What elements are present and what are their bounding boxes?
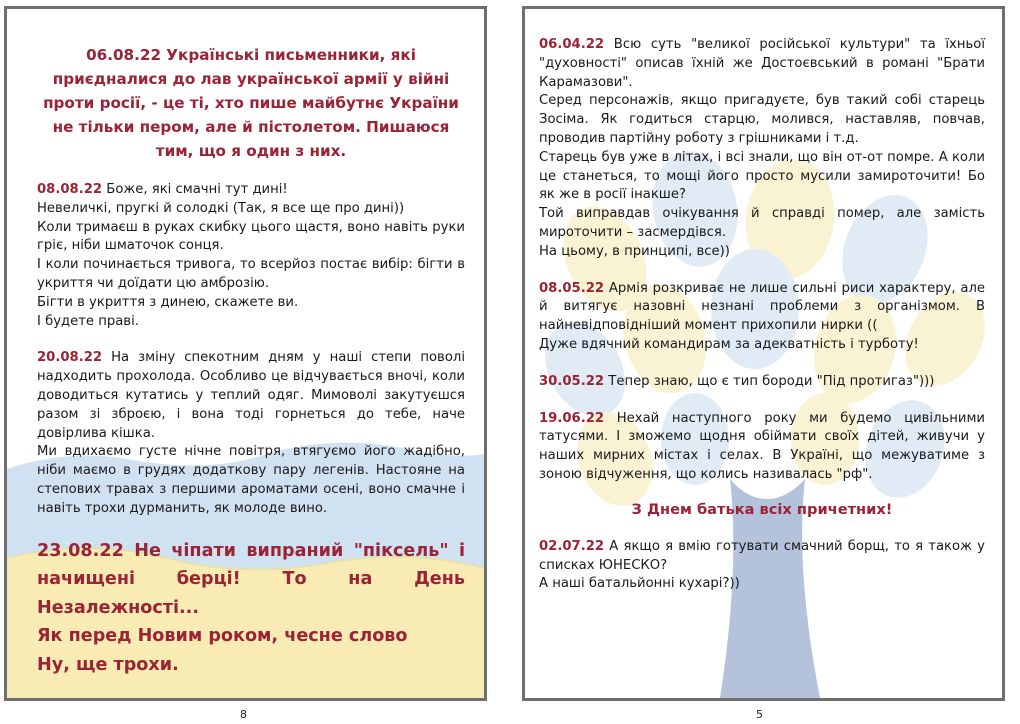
entry-text: А якщо я вмію готувати смачний борщ, то я також у списках ЮНЕСКО?	[539, 538, 985, 573]
entry-text: Не чіпати випраний "піксель" і начищені берці! То на День Незалежності...	[37, 540, 465, 618]
diary-entry	[539, 280, 985, 355]
entry-text: А наші батальйонні кухарі?))	[539, 576, 740, 592]
entry-text: Коли тримаєш в руках скибку цього щастя, воно навіть руки гріє, ніби шматочок сонця.	[37, 219, 465, 254]
diary-entry	[539, 538, 985, 594]
left-page	[4, 6, 487, 701]
entry-text: Армія розкриває не лише сильні риси характеру, але й витягує назовні незнані проблеми з організмом. В найневідповідніший момент прихопили нирки ((	[539, 280, 985, 334]
entry-date: 02.07.22	[539, 538, 605, 554]
entry-text: Дуже вдячний командирам за адекватність і турботу!	[539, 336, 919, 352]
highlighted-entry	[37, 537, 465, 680]
entry-date: 19.06.22	[539, 410, 605, 426]
entry-text: Той виправдав очікування й справді помер, але замість мироточити – засмердівся.	[539, 206, 985, 240]
entry-text: Як перед Новим роком, чесне слово	[37, 626, 408, 647]
entry-text: Ну, ще трохи.	[37, 654, 179, 675]
entry-text: Тепер знаю, що є тип бороди "Під протигаз")))	[608, 373, 935, 389]
entry-text: Всю суть "великої російської культури" та їхньої "духовності" описав їхній же Достоєвський в романі "Брати Карамазови".	[539, 37, 985, 90]
entry-date: 20.08.22	[37, 350, 103, 366]
page-number: 8	[240, 708, 247, 721]
diary-entry	[37, 349, 465, 518]
entry-date: 08.05.22	[539, 280, 605, 296]
entry-text: Бігти в укриття з динею, скажете ви.	[37, 294, 299, 310]
page-heading: 06.08.22 Українські письменники, які приєдналися до лав української армії у війні проти росії, - це ті, хто пише майбутнє України не тільки пером, але й пістолетом. Пишаюся тим, що я один з них.	[43, 46, 459, 160]
entry-text: І будете праві.	[37, 313, 139, 329]
entry-date: 06.04.22	[539, 37, 605, 52]
entry-text: І коли починається тривога, то всерйоз постає вибір: бігти в укриття чи доїдати цю амброзію.	[37, 257, 465, 291]
entry-text: Серед персонажів, якщо пригадуєте, був такий собі старець Зосіма. Як годиться старцю, молився, наставляв, повчав, проводив партійну роботу з грішниками і т.д.	[539, 93, 985, 146]
entry-text: Нехай наступного року ми будемо цивільними татусями. І зможемо щодня обіймати своїх дітей, живучи у наших мирних містах і селах. В Україні, що межуватиме з зоною відчуження, що колись називалась "рф".	[539, 410, 985, 482]
entry-text: Невеличкі, пругкі й солодкі (Так, я все ще про дині))	[37, 200, 405, 216]
entry-text: Ми вдихаємо густе нічне повітря, втягуємо його жадібно, ніби маємо в грудях додаткову пару легенів. Настояне на степових травах з першими ароматами осені, воно смачне і навіть трохи дурманить, як молоде вино.	[37, 444, 465, 516]
page-number: 5	[756, 708, 763, 721]
right-page	[522, 6, 1005, 701]
diary-entry	[539, 36, 985, 262]
entry-text: Боже, які смачні тут дині!	[106, 182, 288, 197]
entry-text: Старець був уже в літах, і всі знали, що він от-от помре. А коли це станеться, то мощі його просто мусили замироточити! Бо як же в росії інакше?	[539, 149, 985, 203]
diary-entry	[539, 373, 985, 392]
entry-date: 23.08.22	[37, 540, 124, 561]
greeting-heading: З Днем батька всіх причетних!	[631, 500, 893, 518]
entry-text: На цьому, в принципі, все))	[539, 243, 730, 259]
entry-date: 30.05.22	[539, 373, 605, 389]
diary-entry	[37, 181, 465, 331]
entry-text: На зміну спекотним дням у наші степи поволі надходить прохолода. Особливо це відчувається вночі, коли доводиться кутатись у теплий одяг. Мимоволі закутуєшся разом зі зброєю, і вона тоді горнеться до тебе, наче довірлива кішка.	[37, 350, 465, 441]
diary-entry	[539, 410, 985, 485]
entry-date: 08.08.22	[37, 182, 103, 197]
